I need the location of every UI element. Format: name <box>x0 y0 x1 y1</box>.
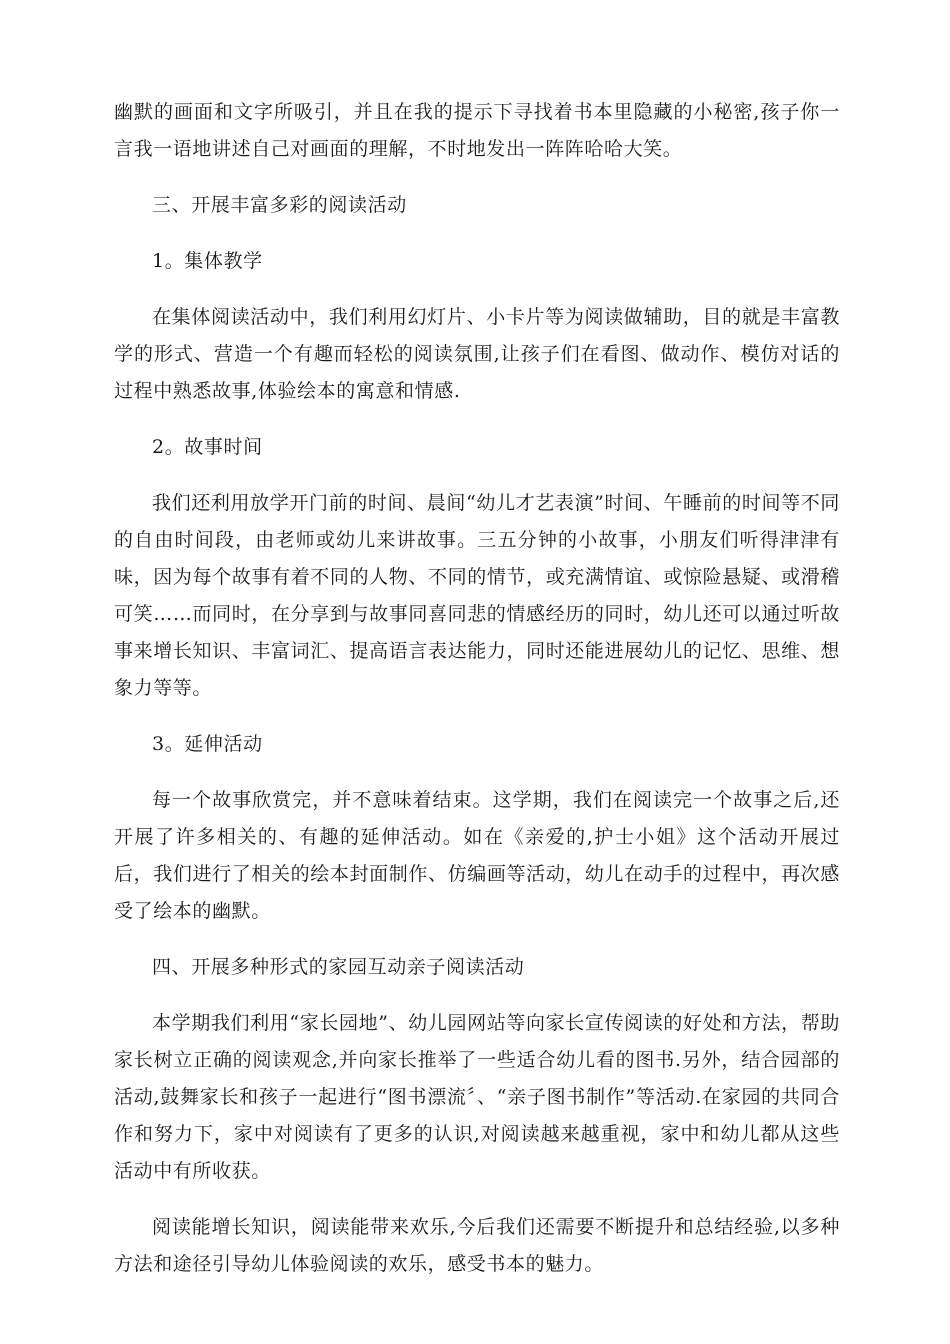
intro-paragraph-continued: 幽默的画面和文字所吸引，并且在我的提示下寻找着书本里隐藏的小秘密,孩子你一言我一语地讲述自己对画面的理解，不时地发出一阵阵哈哈大笑。 <box>114 101 840 160</box>
section-heading-4: 四、开展多种形式的家园互动亲子阅读活动 <box>152 956 525 978</box>
document-body <box>114 94 840 1302</box>
subheading-story-time: 2。故事时间 <box>152 436 263 458</box>
paragraph-extension-activities: 每一个故事欣赏完，并不意味着结束。这学期，我们在阅读完一个故事之后,还开展了许多相关的、有趣的延伸活动。如在《亲爱的,护士小姐》这个活动开展过后，我们进行了相关的绘本封面制作、仿编画等活动，幼儿在动手的过程中，再次感受了绘本的幽默。 <box>114 789 840 922</box>
paragraph-conclusion: 阅读能增长知识，阅读能带来欢乐,今后我们还需要不断提升和总结经验,以多种方法和途径引导幼儿体验阅读的欢乐，感受书本的魅力。 <box>114 1216 840 1275</box>
paragraph-story-time: 我们还利用放学开门前的时间、晨间“幼儿才艺表演”时间、午睡前的时间等不同的自由时间段，由老师或幼儿来讲故事。三五分钟的小故事，小朋友们听得津津有味，因为每个故事有着不同的人物、不同的情节，或充满情谊、或惊险悬疑、或滑稽可笑……而同时，在分享到与故事同喜同悲的情感经历的同时，幼儿还可以通过听故事来增长知识、丰富词汇、提高语言表达能力，同时还能进展幼儿的记忆、思维、想象力等等。 <box>114 492 840 699</box>
subheading-group-teaching: 1。集体教学 <box>152 250 263 272</box>
subheading-extension-activities: 3。延伸活动 <box>152 733 263 755</box>
paragraph-group-teaching: 在集体阅读活动中，我们利用幻灯片、小卡片等为阅读做辅助，目的就是丰富教学的形式、营造一个有趣而轻松的阅读氛围,让孩子们在看图、做动作、模仿对话的过程中熟悉故事,体验绘本的寓意和情感. <box>114 306 840 402</box>
paragraph-home-school: 本学期我们利用“家长园地”、幼儿园网站等向家长宣传阅读的好处和方法，帮助家长树立正确的阅读观念,并向家长推举了一些适合幼儿看的图书.另外，结合园部的活动,鼓舞家长和孩子一起进行“图书漂流〞、“亲子图书制作”等活动.在家园的共同合作和努力下，家中对阅读有了更多的认识,对阅读越来越重视，家中和幼儿都从这些活动中有所收获。 <box>114 1012 840 1182</box>
section-heading-3: 三、开展丰富多彩的阅读活动 <box>152 194 407 216</box>
